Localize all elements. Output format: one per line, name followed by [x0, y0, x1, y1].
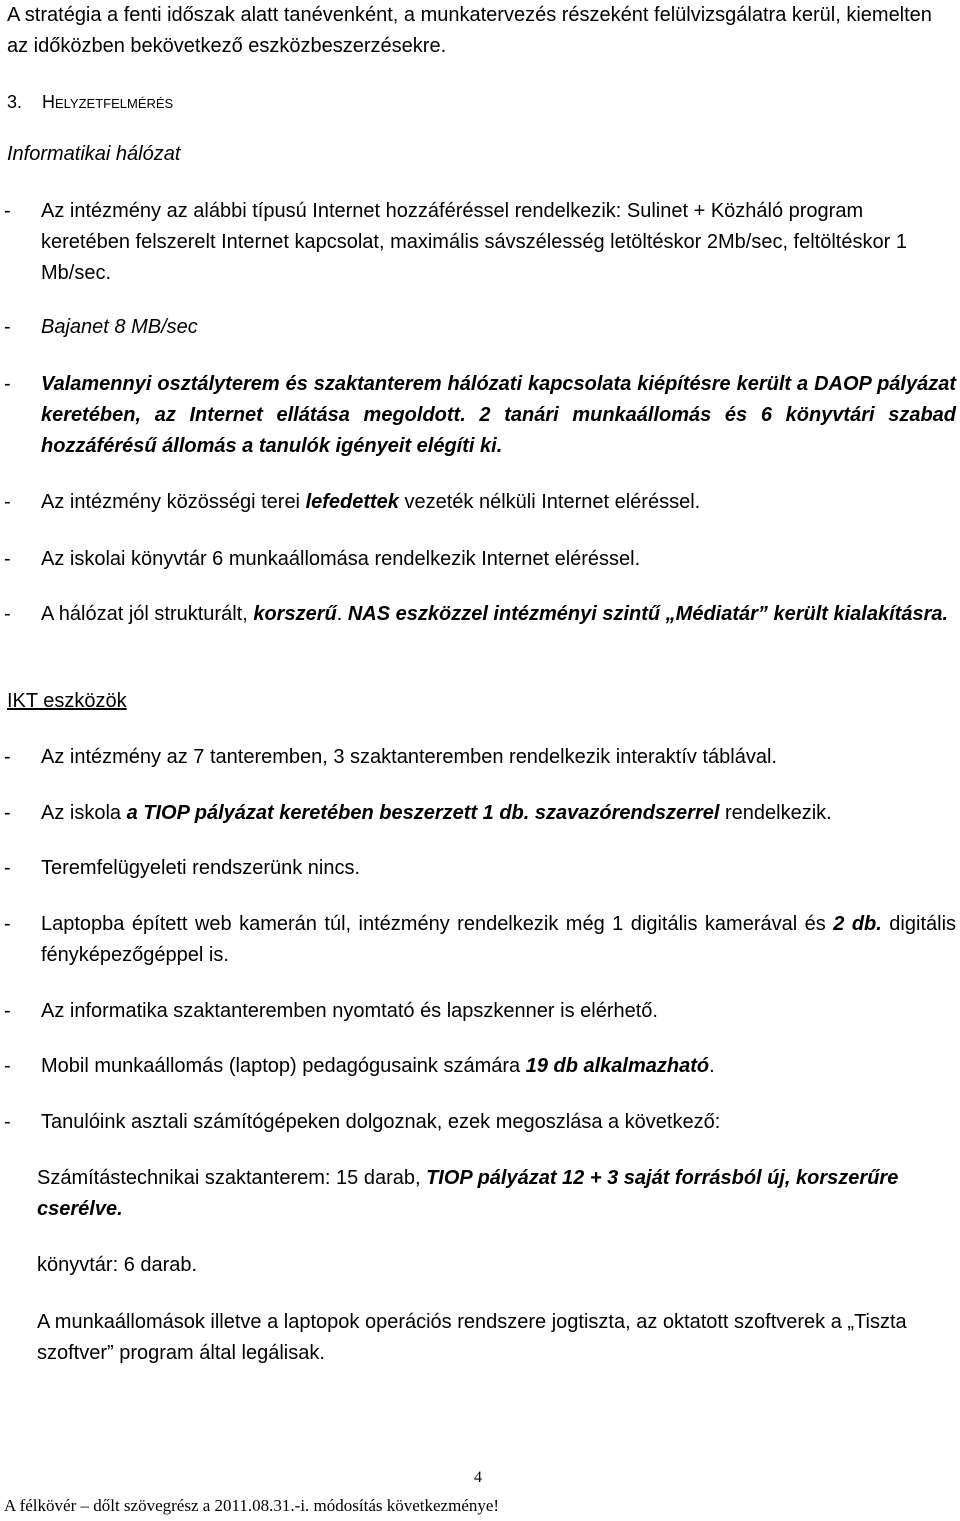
network-item-4: [4, 487, 956, 518]
ikt-item-7-text: Tanulóink asztali számítógépeken dolgoznak, ezek megoszlása a következő:: [41, 1111, 721, 1133]
page-number: 4: [474, 1469, 482, 1486]
dash: -: [4, 373, 11, 395]
network-item-4-text: [41, 487, 956, 518]
dash: -: [4, 1000, 11, 1022]
dash: -: [4, 802, 11, 824]
text-run: rendelkezik.: [719, 802, 832, 824]
network-item-2-text: Bajanet 8 MB/sec: [41, 316, 198, 338]
network-item-3: [4, 369, 956, 462]
emphasis-run: korszerű: [253, 603, 337, 625]
ikt-item-1: [4, 742, 956, 773]
text-run: A hálózat jól strukturált,: [41, 603, 254, 625]
ikt-sub-3: A munkaállomások illetve a laptopok operációs rendszere jogtiszta, az oktatott szoftverek a „Tiszta szoftver” program által legálisak.: [37, 1311, 907, 1364]
dash: -: [4, 913, 11, 935]
network-heading: Informatikai hálózat: [7, 143, 181, 165]
text-run: Laptopba épített web kamerán túl, intézmény rendelkezik még 1 digitális kamerával és: [41, 913, 834, 935]
text-run: digitális fényképezőgéppel is.: [41, 913, 957, 966]
emphasis-run: lefedettek: [305, 491, 399, 513]
network-item-5: [4, 544, 956, 575]
section-number: 3.: [7, 92, 23, 112]
dash: -: [4, 548, 11, 570]
dash: -: [4, 857, 11, 879]
text-run: .: [709, 1055, 715, 1077]
text-run: .: [336, 603, 348, 625]
dash: -: [4, 746, 11, 768]
ikt-item-5: [4, 996, 956, 1027]
ikt-item-1-text: Az intézmény az 7 tanteremben, 3 szaktanteremben rendelkezik interaktív táblával.: [41, 746, 777, 768]
footer-note: A félkövér – dőlt szövegrész a 2011.08.31.-i. módosítás következménye!: [4, 1496, 500, 1515]
network-item-3-text: Valamennyi osztályterem és szaktanterem hálózati kapcsolata kiépítésre került a DAOP pályázat keretében, az Internet ellátása megoldott. 2 tanári munkaállomás és 6 könyvtári szabad hozzáférésű állomás a tanulók igényeit elégíti ki.: [41, 373, 956, 457]
ikt-sub-2: könyvtár: 6 darab.: [37, 1254, 198, 1276]
ikt-item-3: [4, 853, 956, 884]
network-item-1: [4, 196, 956, 289]
ikt-item-3-text: Teremfelügyeleti rendszerünk nincs.: [41, 857, 361, 879]
emphasis-run: 19 db alkalmazható: [525, 1055, 710, 1077]
emphasis-run: a TIOP pályázat keretében beszerzett 1 db. szavazórendszerrel: [126, 802, 720, 824]
dash: -: [4, 603, 11, 625]
dash: -: [4, 316, 11, 338]
network-item-6-text: [41, 599, 956, 630]
ikt-item-2: [4, 798, 956, 829]
emphasis-run: 2 db.: [833, 913, 882, 935]
network-item-2: [4, 312, 956, 343]
text-run: Számítástechnikai szaktanterem: 15 darab,: [37, 1167, 427, 1189]
network-item-5-text: Az iskolai könyvtár 6 munkaállomása rendelkezik Internet eléréssel.: [41, 548, 641, 570]
ikt-item-6: [4, 1051, 956, 1082]
section-title: Helyzetfelmérés: [42, 92, 174, 112]
dash: -: [4, 1111, 11, 1133]
text-run: Az intézmény közösségi terei: [41, 491, 306, 513]
network-item-1-text: Az intézmény az alábbi típusú Internet hozzáféréssel rendelkezik: Sulinet + Közháló program keretében felszerelt Internet kapcsolat, maximális sávszélesség letöltéskor 2Mb/sec, feltöltéskor 1 Mb/sec.: [41, 200, 907, 284]
network-item-6: [4, 599, 956, 630]
ikt-item-7: [4, 1107, 956, 1138]
ikt-sub-1: [37, 1163, 955, 1225]
text-run: Az iskola: [41, 802, 127, 824]
ikt-item-2-text: [41, 798, 956, 829]
ikt-heading: IKT eszközök: [7, 690, 127, 712]
ikt-item-6-text: [41, 1051, 956, 1082]
dash: -: [4, 1055, 11, 1077]
dash: -: [4, 200, 11, 222]
intro-paragraph: A stratégia a fenti időszak alatt tanévenként, a munkatervezés részeként felülvizsgálatra kerül, kiemelten az időközben bekövetkező eszközbeszerzésekre.: [7, 4, 932, 57]
dash: -: [4, 491, 11, 513]
ikt-item-4-text: [41, 909, 956, 971]
emphasis-run: TIOP pályázat 12 + 3 saját forrásból új, korszerűre cserélve.: [37, 1167, 899, 1220]
ikt-item-5-text: Az informatika szaktanteremben nyomtató és lapszkenner is elérhető.: [41, 1000, 658, 1022]
emphasis-run: NAS eszközzel intézményi szintű „Médiatár” került kialakításra.: [347, 603, 949, 625]
text-run: vezeték nélküli Internet eléréssel.: [398, 491, 701, 513]
ikt-item-4: [4, 909, 956, 971]
text-run: Mobil munkaállomás (laptop) pedagógusaink számára: [41, 1055, 526, 1077]
